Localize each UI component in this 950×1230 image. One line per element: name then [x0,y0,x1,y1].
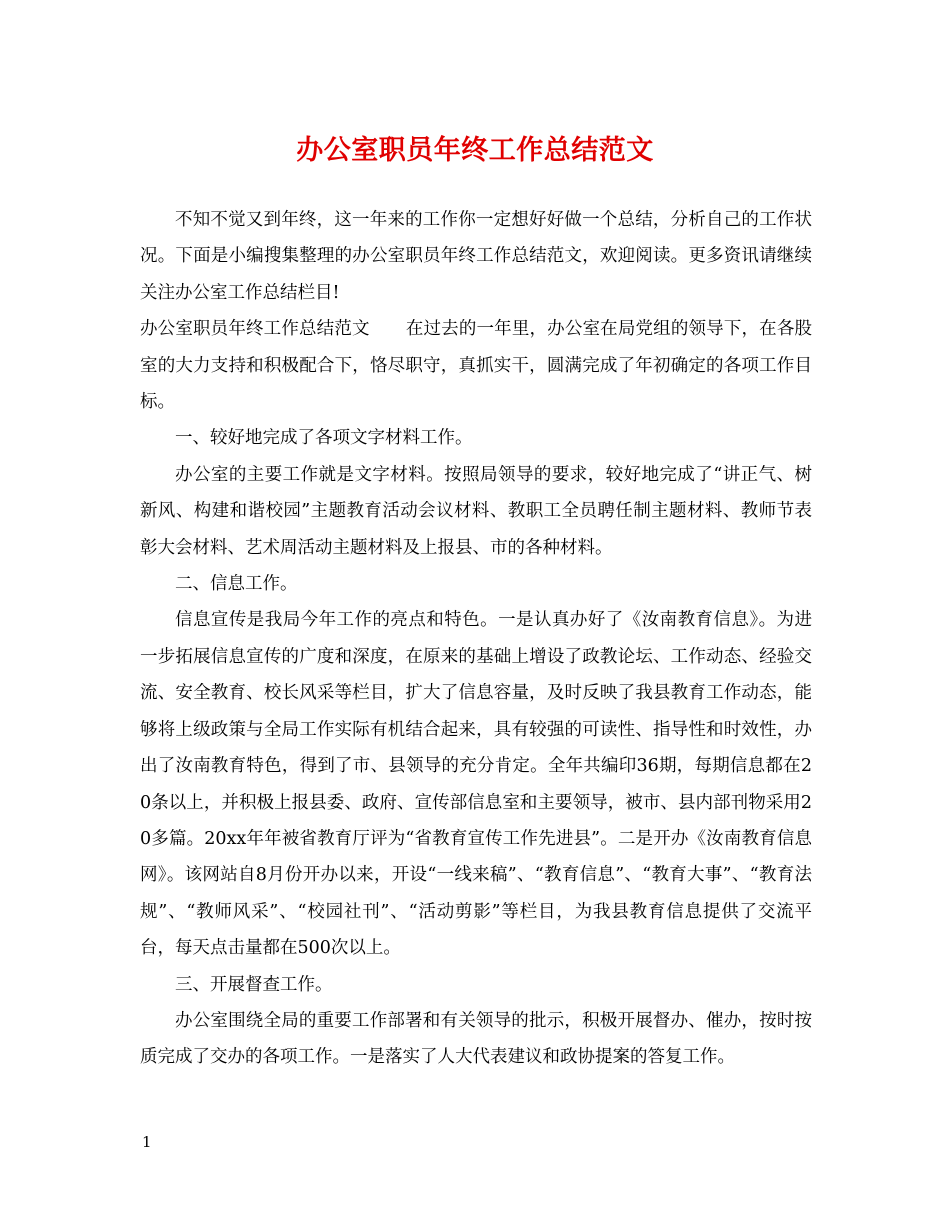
section-body-2: 信息宣传是我局今年工作的亮点和特色。一是认真办好了《汝南教育信息》。为进一步拓展信息宣传的广度和深度，在原来的基础上增设了政教论坛、工作动态、经验交流、安全教育、校长风采等栏目，扩大了信息容量，及时反映了我县教育工作动态，能够将上级政策与全局工作实际有机结合起来，具有较强的可读性、指导性和时效性，办出了汝南教育特色，得到了市、县领导的充分肯定。全年共编印36期，每期信息都在20条以上，并积极上报县委、政府、宣传部信息室和主要领导，被市、县内部刊物采用20多篇。20xx年年被省教育厅评为“省教育宣传工作先进县”。二是开办《汝南教育信息网》。该网站自8月份开办以来，开设“一线来稿”、“教育信息”、“教育大事”、“教育法规”、“教师风采”、“校园社刊”、“活动剪影”等栏目，为我县教育信息提供了交流平台，每天点击量都在500次以上。 [140,610,812,959]
section-body-1: 办公室的主要工作就是文字材料。按照局领导的要求，较好地完成了“讲正气、树新风、构建和谐校园”主题教育活动会议材料、教职工全员聘任制主题材料、教师节表彰大会材料、艺术周活动主题材料及上报县、市的各种材料。 [140,464,812,558]
section-heading-2: 二、信息工作。 [175,574,298,595]
intro-paragraph: 不知不觉又到年终，这一年来的工作你一定想好好做一个总结，分析自己的工作状况。下面是小编搜集整理的办公室职员年终工作总结范文，欢迎阅读。更多资讯请继续关注办公室工作总结栏目! [140,210,812,303]
lead-label: 办公室职员年终工作总结范文 [140,319,370,340]
page-number: 1 [142,1133,152,1151]
document-body [140,202,812,1076]
section-heading-1: 一、较好地完成了各项文字材料工作。 [175,428,473,449]
section-heading-3: 三、开展督查工作。 [175,974,333,995]
lead-text: 在过去的一年里，办公室在局党组的领导下，在各股室的大力支持和积极配合下，恪尽职守，真抓实干，圆满完成了年初确定的各项工作目标。 [140,319,813,413]
lead-paragraph [140,311,812,420]
document-title: 办公室职员年终工作总结范文 [296,135,654,166]
section-body-3: 办公室围绕全局的重要工作部署和有关领导的批示，积极开展督办、催办，按时按质完成了交办的各项工作。一是落实了人大代表建议和政协提案的答复工作。 [140,1010,812,1068]
